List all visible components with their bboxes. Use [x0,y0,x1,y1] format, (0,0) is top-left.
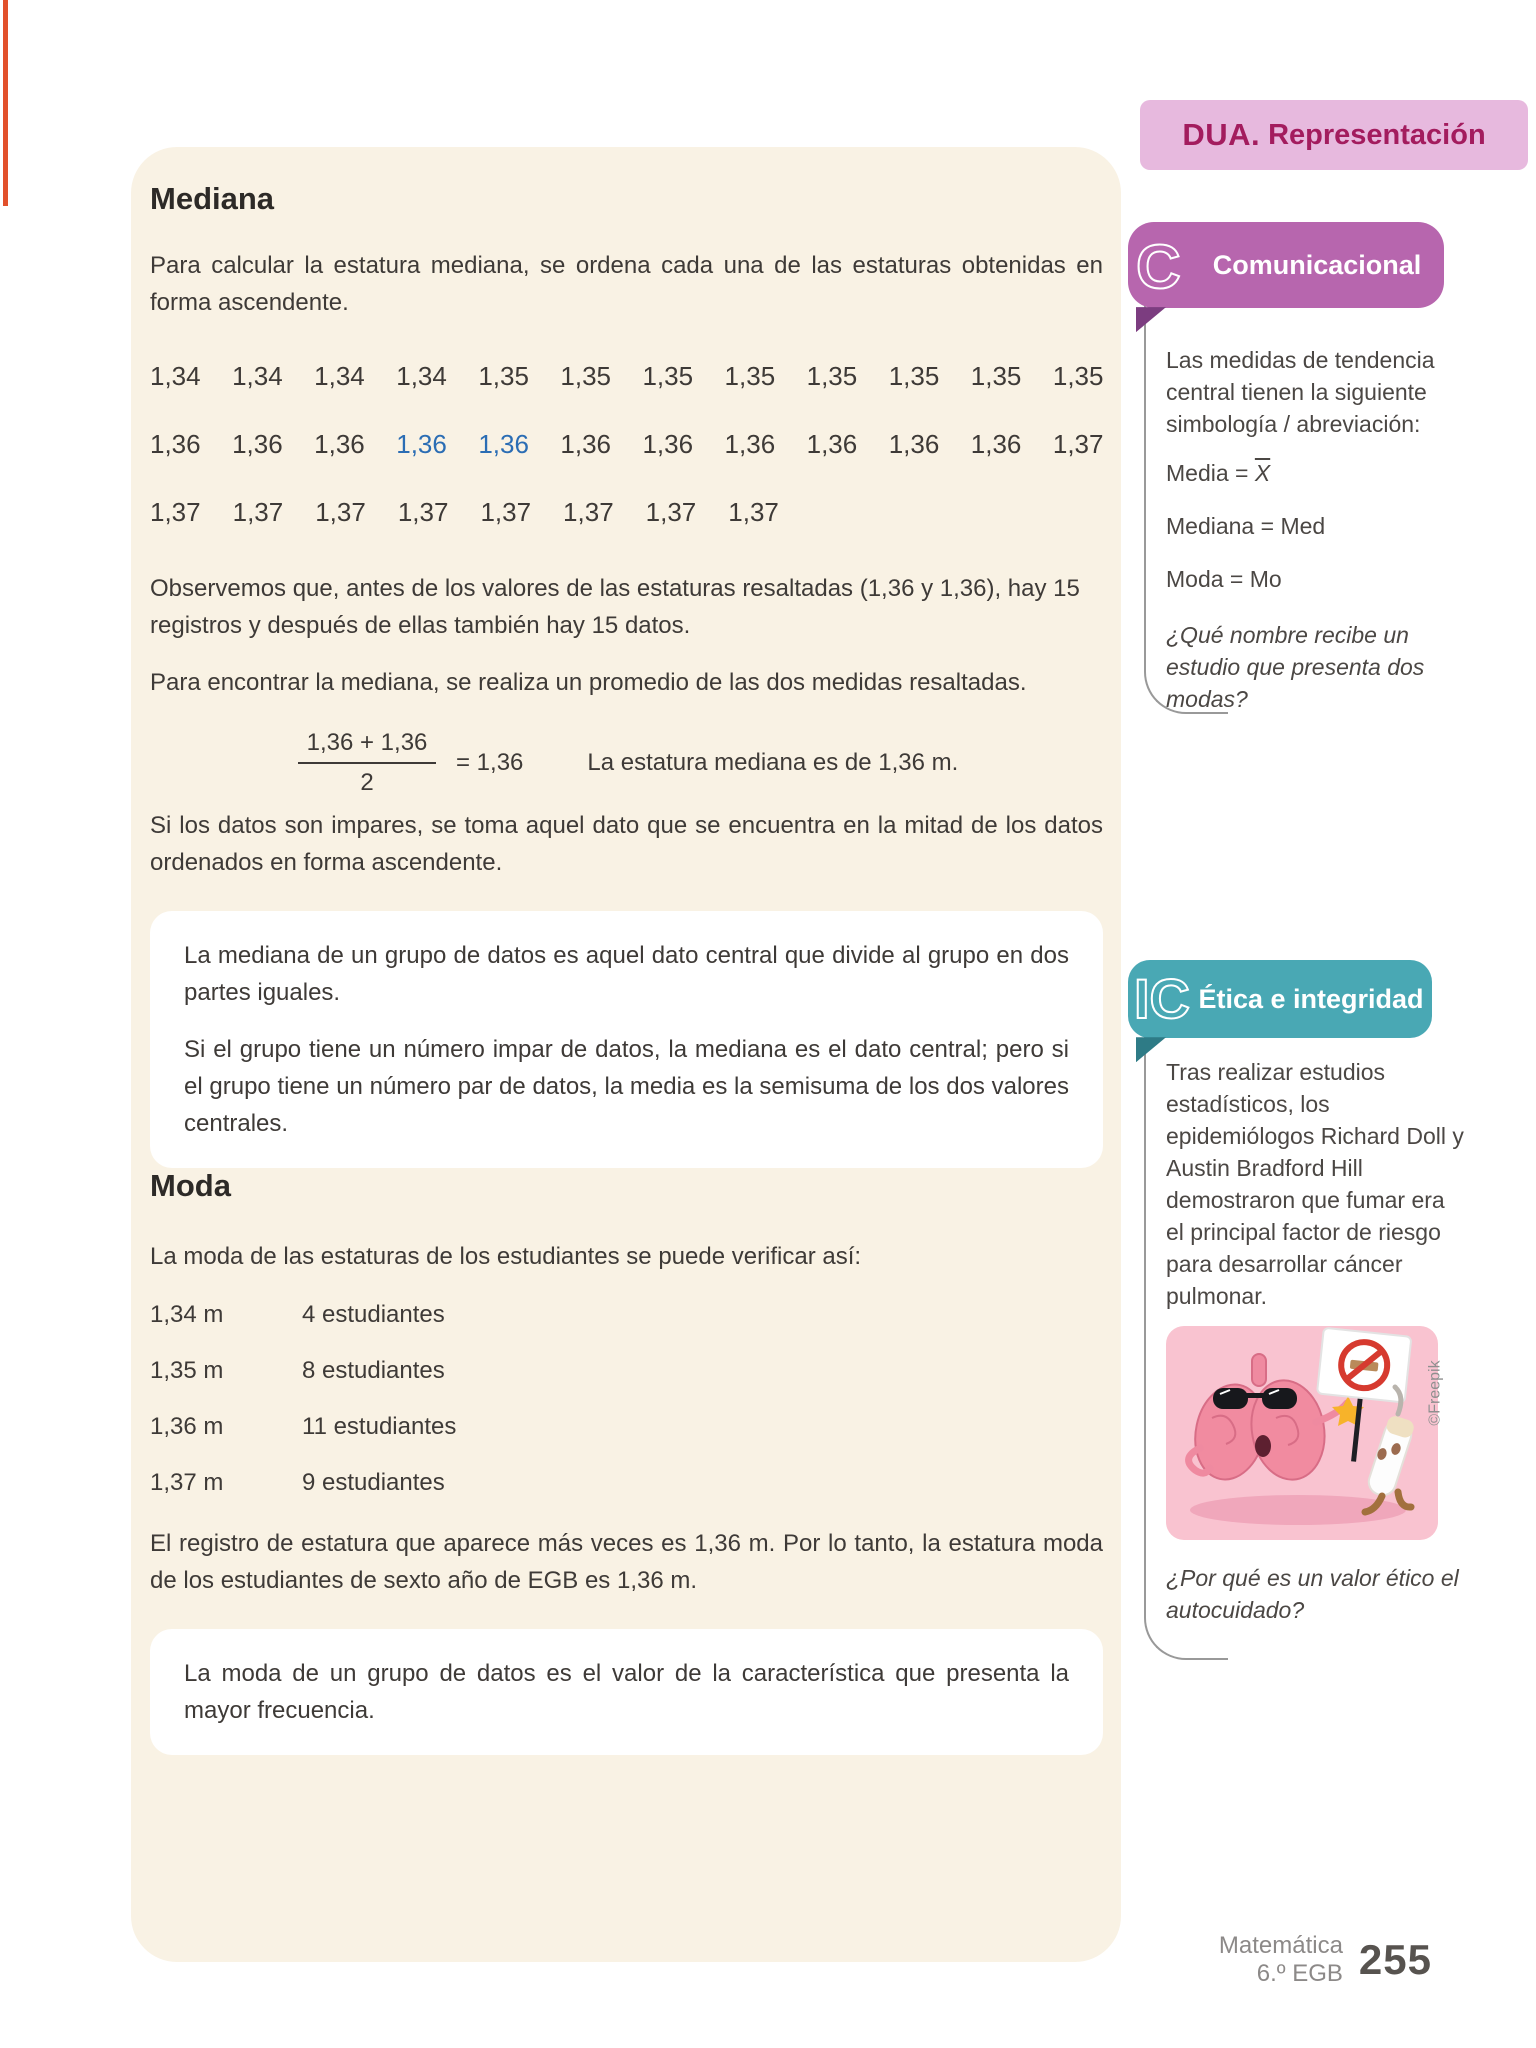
footer-subject: Matemática [1218,1932,1343,1959]
height-value: 1,35 [560,361,611,391]
frequency-row [150,1301,1103,1329]
comunicacional-title: Comunicacional [1212,249,1422,280]
height-value: 1,36 [560,429,611,459]
etica-header [1128,960,1432,1038]
frequency-count: 8 estudiantes [302,1357,445,1384]
frequency-height: 1,35 m [150,1357,224,1384]
svg-text:IC: IC [1134,967,1190,1030]
formula-conclusion: La estatura mediana es de 1,36 m. [587,749,959,776]
height-value: 1,36 [888,429,940,459]
height-value: 1,36 [806,429,858,459]
dua-badge [1140,100,1528,170]
page-footer [1219,1932,1432,1988]
height-value: 1,35 [478,361,529,391]
procedure-paragraph: Para encontrar la mediana, se realiza un promedio de las dos medidas resaltadas. [150,669,1027,696]
observation-paragraph: Observemos que, antes de los valores de las estaturas resaltadas (1,36 y 1,36), hay 15 registros y después de ellas también hay 15 datos. [150,575,1080,639]
fraction [298,729,436,797]
symbol-line: Moda = Mo [1166,566,1282,592]
section-heading-mediana: Mediana [150,181,275,216]
frequency-row [150,1357,1103,1385]
mode-definition: La moda de un grupo de datos es el valor de la característica que presenta la mayor frecuencia. [184,1660,1069,1724]
etica-title: Ética e integridad [1198,983,1424,1014]
etica-card [1128,960,1476,1626]
height-value: 1,35 [724,361,776,391]
height-value: 1,37 [1052,429,1104,459]
etica-text: Tras realizar estudios estadísticos, los epidemiólogos Richard Doll y Austin Bradford Hill demostraron que fumar era el principal factor de riesgo para desarrollar cáncer pulmonar. [1166,1059,1464,1309]
moda-conclusion: El registro de estatura que aparece más veces es 1,36 m. Por lo tanto, la estatura moda de los estudiantes de sexto año de EGB es 1,36 m. [150,1530,1103,1594]
etica-question: ¿Por qué es un valor ético el autocuidado? [1166,1565,1459,1623]
frequency-row [150,1469,1103,1497]
mode-definition-box [150,1629,1103,1755]
svg-text:C: C [1136,233,1181,302]
height-value: 1,36 [724,429,776,459]
median-definition-1: La mediana de un grupo de datos es aquel dato central que divide al grupo en dos partes iguales. [184,942,1069,1006]
section-heading-moda: Moda [150,1168,231,1203]
fraction-denominator: 2 [360,769,374,796]
page-edge-accent [3,0,8,206]
comunicacional-header [1128,222,1444,308]
height-value: 1,34 [150,361,201,391]
height-value: 1,37 [150,497,201,527]
frequency-row [150,1413,1103,1441]
no-smoking-illustration [1166,1326,1438,1540]
height-value: 1,37 [563,497,614,527]
image-credit: ©Freepik [1426,1360,1444,1426]
height-value: 1,35 [888,361,940,391]
height-value: 1,34 [396,361,447,391]
height-value: 1,37 [315,497,366,527]
height-value: 1,35 [642,361,694,391]
footer-grade: 6.º EGB [1256,1960,1343,1987]
fraction-numerator: 1,36 + 1,36 [306,729,428,756]
illustration-block [1166,1326,1444,1540]
height-value: 1,36 [150,429,201,459]
height-data-rows [150,361,1103,528]
lesson-panel [131,147,1121,1962]
mediana-intro: Para calcular la estatura mediana, se ordena cada una de las estaturas obtenidas en forma ascendente. [150,252,1103,316]
c-outline-icon [1132,230,1190,300]
page-number: 255 [1358,1936,1432,1983]
height-value: 1,37 [232,497,284,527]
frequency-height: 1,34 m [150,1301,224,1328]
fraction-bar [298,762,436,764]
symbol-line: Mediana = Med [1166,513,1326,539]
height-value: 1,36 [232,429,283,459]
height-value: 1,35 [806,361,858,391]
height-value: 1,36 [970,429,1022,459]
frequency-count: 11 estudiantes [302,1413,457,1440]
comunicacional-text: Las medidas de tendencia central tienen la siguiente simbología / abreviación: [1166,347,1435,437]
height-value: 1,35 [970,361,1022,391]
frequency-height: 1,36 m [150,1413,224,1440]
speech-bubble-outline [1144,302,1228,714]
height-value: 1,37 [728,497,779,527]
formula-result: = 1,36 [456,749,524,776]
height-value: 1,36 [642,429,694,459]
ic-outline-icon [1132,966,1208,1032]
median-formula [298,729,1103,797]
highlighted-height-value: 1,36 [478,429,529,459]
height-value: 1,37 [397,497,449,527]
frequency-height: 1,37 m [150,1469,224,1496]
height-value: 1,37 [480,497,532,527]
x-bar-symbol: $\overline{X}$ [1254,460,1271,486]
comunicacional-question: ¿Qué nombre recibe un estudio que presenta dos modas? [1166,622,1425,712]
dua-prefix: DUA. [1182,117,1261,152]
height-value: 1,34 [314,361,365,391]
height-value: 1,37 [645,497,697,527]
data-row [150,429,1103,460]
comunicacional-card [1128,222,1476,715]
median-definition-2: Si el grupo tiene un número impar de datos, la mediana es el dato central; pero si el grupo tiene un número par de datos, la media es la semisuma de los dos valores centrales. [184,1036,1069,1137]
frequency-list [150,1301,1103,1497]
height-value: 1,34 [232,361,283,391]
symbol-line: Media = $\overline{X}$ [1166,460,1271,486]
data-row [150,361,1103,392]
footer-meta [1219,1932,1343,1988]
dua-label: Representación [1268,118,1486,151]
moda-intro: La moda de las estaturas de los estudiantes se puede verificar así: [150,1243,862,1270]
median-definition-box [150,911,1103,1168]
height-value: 1,35 [1052,361,1104,391]
height-value: 1,36 [314,429,365,459]
frequency-count: 9 estudiantes [302,1469,445,1496]
data-row [150,497,1103,528]
odd-data-note: Si los datos son impares, se toma aquel dato que se encuentra en la mitad de los datos ordenados en forma ascendente. [150,812,1103,876]
highlighted-height-value: 1,36 [396,429,447,459]
frequency-count: 4 estudiantes [302,1301,445,1328]
